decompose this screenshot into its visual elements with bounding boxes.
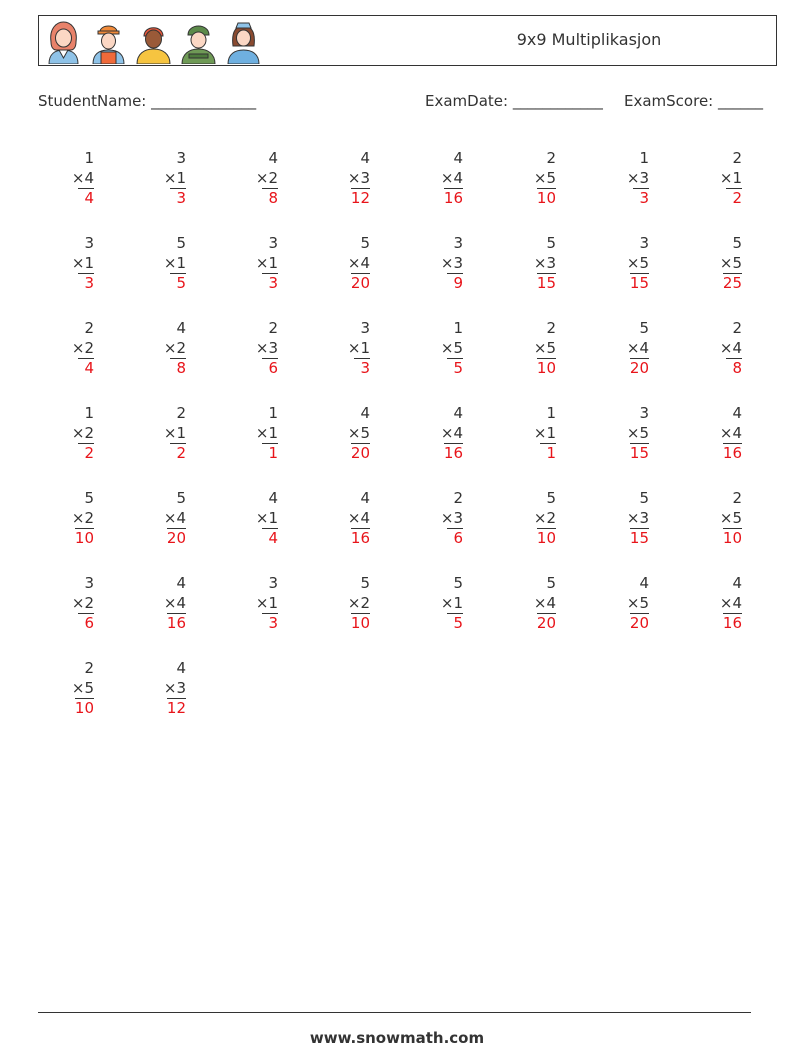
answer: 25 bbox=[722, 274, 742, 292]
multiplier: ×4 bbox=[533, 593, 556, 612]
problem-item bbox=[126, 574, 186, 634]
multiplier: ×1 bbox=[440, 593, 463, 612]
multiplier: ×1 bbox=[255, 593, 278, 612]
multiplicand: 4 bbox=[453, 404, 463, 422]
problem-item bbox=[403, 319, 463, 379]
footer-site: www.snowmath.com bbox=[309, 1029, 485, 1047]
multiplier: ×3 bbox=[440, 253, 463, 272]
multiplicand: 5 bbox=[546, 234, 556, 252]
multiplier: ×2 bbox=[71, 423, 94, 442]
multiplier: ×5 bbox=[347, 423, 370, 442]
problem-item bbox=[682, 234, 742, 294]
problem-item bbox=[496, 234, 556, 294]
answer: 20 bbox=[629, 614, 649, 632]
multiplier: ×5 bbox=[626, 253, 649, 272]
answer: 10 bbox=[536, 189, 556, 207]
problem-item bbox=[496, 489, 556, 549]
problem-item bbox=[496, 319, 556, 379]
problem-item bbox=[34, 489, 94, 549]
problem-item bbox=[126, 659, 186, 719]
answer: 16 bbox=[722, 444, 742, 462]
multiplicand: 4 bbox=[360, 489, 370, 507]
multiplier: ×1 bbox=[255, 423, 278, 442]
problem-item bbox=[218, 574, 278, 634]
answer: 6 bbox=[78, 613, 94, 632]
multiplicand: 2 bbox=[732, 489, 742, 507]
problem-item bbox=[310, 234, 370, 294]
problem-item bbox=[34, 404, 94, 464]
multiplicand: 1 bbox=[546, 404, 556, 422]
multiplier: ×2 bbox=[163, 338, 186, 357]
exam-date-field: ExamDate: ____________ bbox=[425, 92, 603, 110]
multiplier: ×1 bbox=[719, 168, 742, 187]
problem-item bbox=[682, 574, 742, 634]
multiplicand: 1 bbox=[268, 404, 278, 422]
answer: 2 bbox=[78, 443, 94, 462]
multiplicand: 4 bbox=[360, 404, 370, 422]
multiplicand: 3 bbox=[84, 574, 94, 592]
multiplier: ×4 bbox=[163, 508, 186, 527]
multiplicand: 5 bbox=[176, 489, 186, 507]
multiplicand: 5 bbox=[732, 234, 742, 252]
answer: 16 bbox=[166, 614, 186, 632]
worksheet-title: 9x9 Multiplikasjon bbox=[516, 30, 662, 49]
answer: 15 bbox=[536, 274, 556, 292]
answer: 15 bbox=[629, 274, 649, 292]
multiplier: ×3 bbox=[626, 508, 649, 527]
soldier-avatar-icon bbox=[180, 20, 217, 64]
problem-item bbox=[126, 149, 186, 209]
multiplicand: 5 bbox=[639, 489, 649, 507]
multiplier: ×1 bbox=[163, 253, 186, 272]
answer: 10 bbox=[722, 529, 742, 547]
answer: 12 bbox=[166, 699, 186, 717]
multiplier: ×5 bbox=[533, 168, 556, 187]
problem-item bbox=[682, 489, 742, 549]
multiplier: ×5 bbox=[719, 508, 742, 527]
multiplicand: 3 bbox=[453, 234, 463, 252]
problem-item bbox=[403, 404, 463, 464]
multiplicand: 2 bbox=[84, 319, 94, 337]
problem-item bbox=[310, 574, 370, 634]
answer: 10 bbox=[536, 529, 556, 547]
multiplicand: 2 bbox=[732, 319, 742, 337]
answer: 8 bbox=[170, 358, 186, 377]
multiplicand: 2 bbox=[732, 149, 742, 167]
multiplier: ×5 bbox=[533, 338, 556, 357]
multiplicand: 3 bbox=[639, 234, 649, 252]
multiplicand: 1 bbox=[84, 149, 94, 167]
problem-item bbox=[682, 149, 742, 209]
answer: 5 bbox=[170, 273, 186, 292]
problem-item bbox=[403, 234, 463, 294]
problem-item bbox=[403, 489, 463, 549]
problem-item bbox=[682, 319, 742, 379]
multiplicand: 5 bbox=[360, 234, 370, 252]
problem-item bbox=[589, 489, 649, 549]
multiplicand: 3 bbox=[84, 234, 94, 252]
answer: 12 bbox=[350, 189, 370, 207]
multiplicand: 2 bbox=[546, 149, 556, 167]
multiplier: ×5 bbox=[719, 253, 742, 272]
multiplier: ×5 bbox=[626, 593, 649, 612]
multiplicand: 3 bbox=[268, 574, 278, 592]
avatar-row bbox=[45, 20, 262, 64]
answer: 6 bbox=[262, 358, 278, 377]
answer: 3 bbox=[170, 188, 186, 207]
multiplicand: 4 bbox=[176, 659, 186, 677]
multiplier: ×1 bbox=[163, 168, 186, 187]
problem-item bbox=[218, 149, 278, 209]
problem-item bbox=[218, 489, 278, 549]
student-name-field: StudentName: ______________ bbox=[38, 92, 257, 110]
answer: 4 bbox=[262, 528, 278, 547]
multiplier: ×2 bbox=[347, 593, 370, 612]
multiplier: ×4 bbox=[347, 253, 370, 272]
multiplicand: 4 bbox=[732, 404, 742, 422]
man-avatar-icon bbox=[135, 20, 172, 64]
multiplier: ×4 bbox=[440, 168, 463, 187]
multiplicand: 4 bbox=[360, 149, 370, 167]
multiplicand: 2 bbox=[546, 319, 556, 337]
problem-item bbox=[310, 489, 370, 549]
answer: 4 bbox=[78, 188, 94, 207]
problem-item bbox=[589, 404, 649, 464]
answer: 1 bbox=[262, 443, 278, 462]
answer: 10 bbox=[536, 359, 556, 377]
answer: 2 bbox=[170, 443, 186, 462]
problem-item bbox=[126, 404, 186, 464]
multiplicand: 2 bbox=[84, 659, 94, 677]
multiplicand: 5 bbox=[639, 319, 649, 337]
answer: 3 bbox=[262, 613, 278, 632]
answer: 9 bbox=[447, 273, 463, 292]
multiplier: ×4 bbox=[719, 423, 742, 442]
answer: 10 bbox=[74, 699, 94, 717]
answer: 16 bbox=[443, 444, 463, 462]
woman-avatar-icon bbox=[45, 20, 82, 64]
answer: 15 bbox=[629, 529, 649, 547]
answer: 6 bbox=[447, 528, 463, 547]
answer: 8 bbox=[726, 358, 742, 377]
problem-item bbox=[310, 404, 370, 464]
nurse-avatar-icon bbox=[225, 20, 262, 64]
answer: 2 bbox=[726, 188, 742, 207]
answer: 20 bbox=[350, 444, 370, 462]
multiplier: ×4 bbox=[347, 508, 370, 527]
problem-item bbox=[218, 404, 278, 464]
multiplicand: 5 bbox=[176, 234, 186, 252]
problem-item bbox=[682, 404, 742, 464]
multiplicand: 4 bbox=[176, 319, 186, 337]
problem-item bbox=[34, 574, 94, 634]
problem-item bbox=[34, 149, 94, 209]
problem-item bbox=[589, 574, 649, 634]
multiplier: ×4 bbox=[719, 338, 742, 357]
answer: 4 bbox=[78, 358, 94, 377]
multiplicand: 3 bbox=[639, 404, 649, 422]
answer: 1 bbox=[540, 443, 556, 462]
answer: 20 bbox=[629, 359, 649, 377]
problem-item bbox=[310, 149, 370, 209]
answer: 5 bbox=[447, 613, 463, 632]
multiplicand: 1 bbox=[84, 404, 94, 422]
problem-item bbox=[403, 149, 463, 209]
multiplier: ×3 bbox=[533, 253, 556, 272]
answer: 3 bbox=[262, 273, 278, 292]
problem-item bbox=[126, 489, 186, 549]
multiplicand: 4 bbox=[639, 574, 649, 592]
multiplicand: 3 bbox=[176, 149, 186, 167]
multiplicand: 3 bbox=[360, 319, 370, 337]
multiplicand: 1 bbox=[453, 319, 463, 337]
multiplier: ×5 bbox=[71, 678, 94, 697]
answer: 5 bbox=[447, 358, 463, 377]
answer: 8 bbox=[262, 188, 278, 207]
answer: 15 bbox=[629, 444, 649, 462]
multiplier: ×1 bbox=[163, 423, 186, 442]
multiplicand: 4 bbox=[176, 574, 186, 592]
answer: 20 bbox=[536, 614, 556, 632]
multiplier: ×3 bbox=[440, 508, 463, 527]
multiplicand: 4 bbox=[732, 574, 742, 592]
problem-item bbox=[496, 574, 556, 634]
problem-item bbox=[218, 234, 278, 294]
problem-item bbox=[218, 319, 278, 379]
exam-score-field: ExamScore: ______ bbox=[624, 92, 763, 110]
problem-item bbox=[403, 574, 463, 634]
footer-divider bbox=[38, 1012, 751, 1013]
answer: 3 bbox=[354, 358, 370, 377]
multiplier: ×3 bbox=[255, 338, 278, 357]
problem-item bbox=[496, 149, 556, 209]
problem-item bbox=[496, 404, 556, 464]
multiplier: ×2 bbox=[71, 338, 94, 357]
problem-item bbox=[310, 319, 370, 379]
problem-item bbox=[126, 319, 186, 379]
answer: 16 bbox=[350, 529, 370, 547]
answer: 20 bbox=[166, 529, 186, 547]
problem-item bbox=[589, 319, 649, 379]
multiplicand: 5 bbox=[453, 574, 463, 592]
multiplier: ×4 bbox=[719, 593, 742, 612]
worker-avatar-icon bbox=[90, 20, 127, 64]
multiplier: ×1 bbox=[533, 423, 556, 442]
multiplicand: 4 bbox=[268, 489, 278, 507]
multiplicand: 1 bbox=[639, 149, 649, 167]
multiplier: ×5 bbox=[440, 338, 463, 357]
multiplier: ×1 bbox=[255, 253, 278, 272]
multiplicand: 2 bbox=[268, 319, 278, 337]
multiplicand: 2 bbox=[176, 404, 186, 422]
multiplier: ×4 bbox=[440, 423, 463, 442]
multiplier: ×2 bbox=[71, 508, 94, 527]
problem-item bbox=[589, 149, 649, 209]
multiplier: ×3 bbox=[163, 678, 186, 697]
problem-item bbox=[34, 319, 94, 379]
problem-item bbox=[34, 659, 94, 719]
problem-item bbox=[126, 234, 186, 294]
multiplicand: 5 bbox=[360, 574, 370, 592]
multiplier: ×4 bbox=[626, 338, 649, 357]
multiplicand: 2 bbox=[453, 489, 463, 507]
answer: 16 bbox=[443, 189, 463, 207]
multiplier: ×1 bbox=[347, 338, 370, 357]
answer: 20 bbox=[350, 274, 370, 292]
answer: 10 bbox=[350, 614, 370, 632]
answer: 3 bbox=[633, 188, 649, 207]
problem-item bbox=[589, 234, 649, 294]
multiplicand: 5 bbox=[546, 574, 556, 592]
answer: 3 bbox=[78, 273, 94, 292]
problem-item bbox=[34, 234, 94, 294]
multiplier: ×2 bbox=[533, 508, 556, 527]
multiplier: ×1 bbox=[71, 253, 94, 272]
multiplicand: 3 bbox=[268, 234, 278, 252]
multiplicand: 5 bbox=[546, 489, 556, 507]
multiplicand: 4 bbox=[268, 149, 278, 167]
multiplier: ×3 bbox=[626, 168, 649, 187]
multiplicand: 5 bbox=[84, 489, 94, 507]
answer: 16 bbox=[722, 614, 742, 632]
worksheet-header bbox=[38, 15, 777, 66]
multiplier: ×3 bbox=[347, 168, 370, 187]
multiplier: ×5 bbox=[626, 423, 649, 442]
multiplier: ×1 bbox=[255, 508, 278, 527]
multiplier: ×2 bbox=[71, 593, 94, 612]
answer: 10 bbox=[74, 529, 94, 547]
multiplicand: 4 bbox=[453, 149, 463, 167]
multiplier: ×2 bbox=[255, 168, 278, 187]
multiplier: ×4 bbox=[71, 168, 94, 187]
multiplier: ×4 bbox=[163, 593, 186, 612]
